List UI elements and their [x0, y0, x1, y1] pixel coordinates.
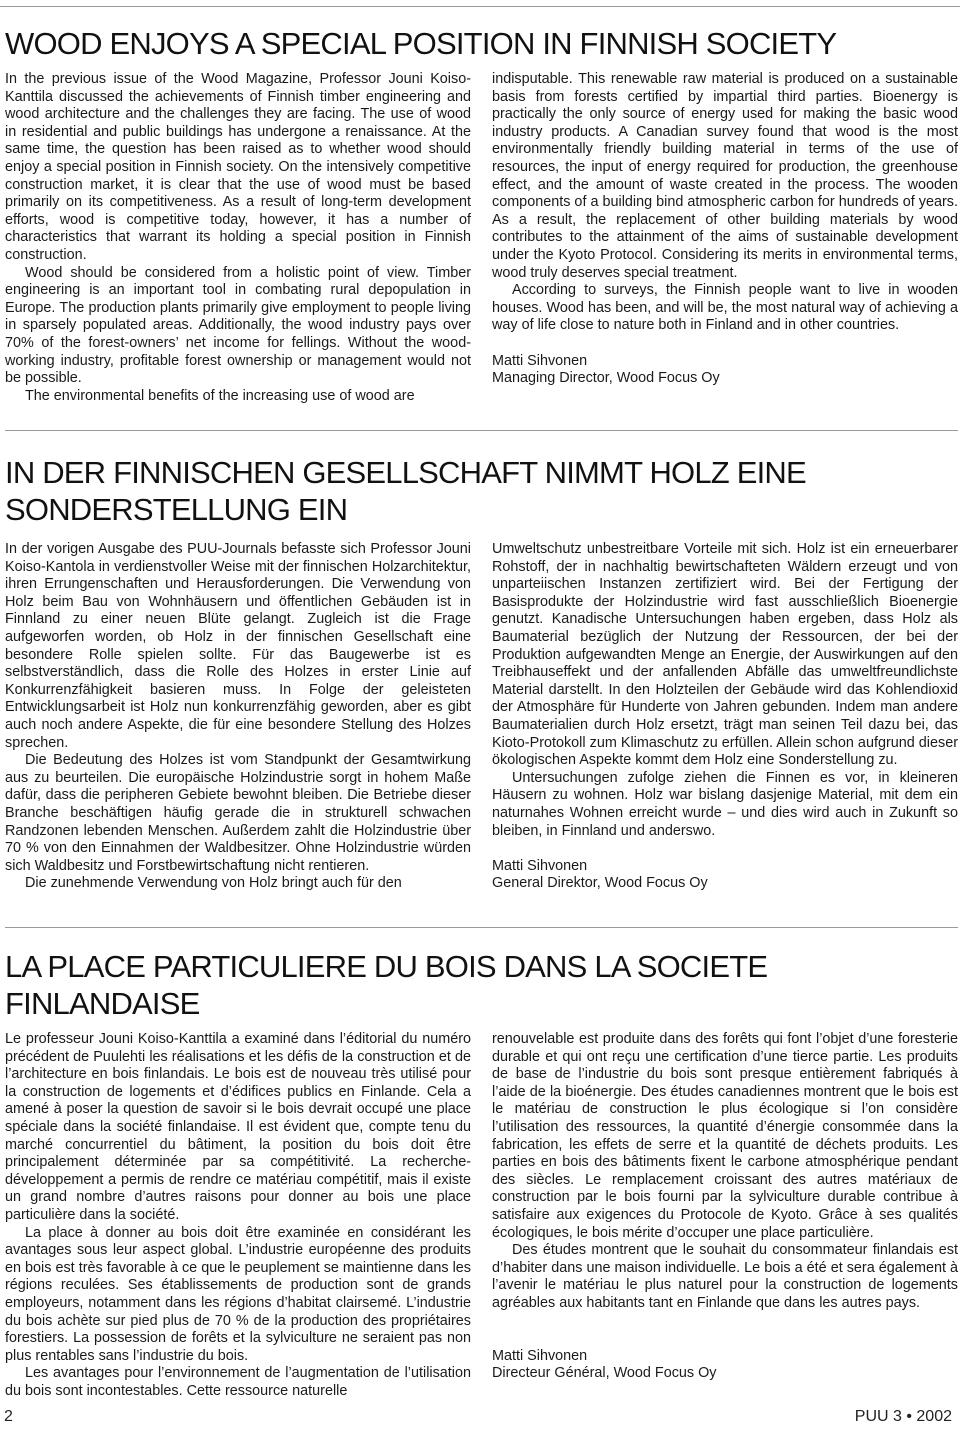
german-paragraph: Die zunehmende Verwendung von Holz bringt auch für den [25, 875, 402, 892]
german-article [5, 454, 958, 892]
issue-label: PUU 3 • 2002 [854, 1408, 952, 1425]
english-paragraph: Wood should be considered from a holistic point of view. Timber engineering is an important tool in combating rural depopulation in Europe. The production plants primarily give employment to people living in sparsely populated areas. Additionally, the wood industry pays over 70% of the forest-owners’ net income for fellings. Without the wood-working industry, profitable forest ownership or management would not be possible. [5, 264, 471, 387]
german-paragraph: In der vorigen Ausgabe des PUU-Journals befasste sich Professor Jouni Koiso-Kantola in verdienstvoller Weise mit der finnischen Holzarchitektur, ihren Errungenschaften und Herausforderungen. Die Verwendung von Holz beim Bau von Wohnhäusern und öffentlichen Gebäuden ist in Finnland zu einer neuen Blüte gelangt. Zugleich ist die Frage aufgeworfen worden, ob Holz in der finnischen Gesellschaft eine besondere Rolle spielen sollte. Für das Baugewerbe ist es selbstverständlich, dass die Rolle des Holzes in erster Linie auf Konkurrenzfähigkeit basieren muss. In Folge der geleisteten Entwicklungsarbeit ist Holz nun konkurrenzfähig geworden, aber es gibt auch noch andere Aspekte, die für eine besondere Stellung des Holzes sprechen. [5, 541, 471, 751]
signature-name: Matti Sihvonen [492, 857, 588, 874]
french-paragraph: Des études montrent que le souhait du consommateur finlandais est d’habiter dans une maison individuelle. Le bois a été et sera également à l’avenir le matériau le plus naturel pour la construction de logements agréables aux habitants tant en Finlande que dans les autres pays. [492, 1242, 958, 1311]
french-paragraph: Le professeur Jouni Koiso-Kanttila a examiné dans l’éditorial du numéro précédent de Puulehti les réalisations et les défis de la construction et de l’architecture en bois finlandais. Le bois est de nouveau très utilisé pour la construction de logements et d’édifices publics en Finlande. Cela a amené à poser la question de savoir si le bois devrait occupé une place spéciale dans la société finlandaise. Il est évident que, compte tenu du marché concurrentiel du bâtiment, la position du bois doit être principalement déterminée par sa compétitivité. La recherche-développement a permis de rendre ce matériau compétitif, mais il existe un grand nombre d’autres raisons pour donner au bois une place particulière dans la société. [5, 1031, 471, 1223]
english-title: WOOD ENJOYS A SPECIAL POSITION IN FINNISH SOCIETY [5, 26, 837, 61]
english-paragraph: indisputable. This renewable raw material is produced on a sustainable basis from forests certified by impartial third parties. Bioenergy is practically the only source of energy used for making the basic wood industry products. A Canadian survey found that wood is the most environmentally friendly building material in terms of the use of resources, the input of energy required for production, the greenhouse effect, and the amount of waste created in the process. The wooden components of a building bind atmospheric carbon for hundreds of years. As a result, the replacement of other building materials by wood contributes to the attainment of the aims of sustainable development under the Kyoto Protocol. Considering its merits in environmental terms, wood truly deserves special treatment. [492, 71, 958, 281]
signature-title: Managing Director, Wood Focus Oy [492, 370, 720, 387]
english-paragraph: The environmental benefits of the increasing use of wood are [25, 387, 415, 404]
french-paragraph: Les avantages pour l’environnement de l’augmentation de l’utilisation du bois sont incontestables. Cette ressource naturelle [5, 1365, 471, 1399]
english-paragraph: According to surveys, the Finnish people want to live in wooden houses. Wood has been, and will be, the most natural way of achieving a way of life close to nature both in Finland and in other countries. [492, 282, 958, 334]
french-article [5, 948, 958, 1399]
signature-name: Matti Sihvonen [492, 1347, 588, 1364]
german-paragraph: Umweltschutz unbestreitbare Vorteile mit sich. Holz ist ein erneuerbarer Rohstoff, der in nachhaltig bewirtschafteten Wäldern erzeugt und von unparteiischen Instanzen zertifiziert wird. Bei der Fertigung der Basisprodukte der Holzindustrie wird fast ausschließlich Bioenergie genutzt. Kanadische Untersuchungen haben ergeben, dass Holz als Baumaterial bezüglich der Nutzung der Ressourcen, der bei der Produktion aufgewandten Menge an Energie, der Auswirkungen auf den Treibhauseffekt und der anfallenden Abfälle das umweltfreundlichste Material darstellt. In den Holzteilen der Gebäude wird das Kohlendioxid der Atmosphäre für Hunderte von Jahren gebunden. Indem man andere Baumaterialien durch Holz ersetzt, trägt man seinen Teil dazu bei, das Kioto-Protokoll zum Klimaschutz zu erfüllen. Allein schon aufgrund dieser ökologischen Aspekte kommt dem Holz eine Sonderstellung zu. [492, 541, 958, 769]
english-right-column [492, 71, 958, 388]
french-left-column [5, 1031, 471, 1400]
top-rule [0, 6, 960, 7]
page-number: 2 [4, 1408, 13, 1425]
french-title: LA PLACE PARTICULIERE DU BOIS DANS LA SOCIETE FINLANDAISE [5, 949, 768, 1021]
german-title-line: IN DER FINNISCHEN GESELLSCHAFT NIMMT HOLZ EINE [5, 455, 806, 490]
section-divider [5, 430, 958, 431]
signature-name: Matti Sihvonen [492, 352, 588, 369]
english-paragraph: In the previous issue of the Wood Magazine, Professor Jouni Koiso-Kanttila discussed the achievements of Finnish timber engineering and wood architecture and the challenges they are facing. The use of wood in residential and public buildings has undergone a renaissance. At the same time, the question has been raised as to whether wood should enjoy a special position in Finnish society. On the intensively competitive construction market, it is clear that the use of wood must be based primarily on its competitiveness. As a result of long-term development efforts, wood is competitive today, however, it has a number of characteristics that warrant its holding a special position in Finnish construction. [5, 71, 471, 263]
english-article [5, 25, 958, 404]
section-divider [5, 927, 958, 928]
german-title [5, 454, 955, 528]
german-paragraph: Die Bedeutung des Holzes ist vom Standpunkt der Gesamtwirkung aus zu beurteilen. Die europäische Holzindustrie sorgt in hohem Maße dafür, dass die peripheren Gebiete bewohnt bleiben. Die Betriebe dieser Branche beschäftigen häufig gerade die in strukturell schwachen Randzonen lebenden Menschen. Außerdem zahlt die Holzindustrie über 70 % von den Einnahmen der Waldbesitzer. Ohne Holzindustrie würden sich Waldbesitz und Forstbewirtschaftung nicht rentieren. [5, 752, 471, 874]
german-right-column [492, 541, 958, 893]
german-title-line: SONDERSTELLUNG EIN [5, 492, 348, 527]
english-left-column [5, 71, 471, 405]
french-paragraph: renouvelable est produite dans des forêts qui font l’objet d’une foresterie durable et qui ont reçu une certification d’une tierce partie. Les produits de base de l’industrie du bois sont presque entièrement fabriqués à l’aide de la bioénergie. Des études canadiennes montrent que le bois est le matériau de construction le plus écologique si l’on considère l’utilisation des ressources, la quantité d’énergie consommée dans la fabrication, les effets de serre et la quantité de déchets produits. Les parties en bois des bâtiments fixent le carbone atmosphérique pendant des siècles. Le remplacement croissant des autres matériaux de construction par le bois fourni par la sylviculture durable contribue à satisfaire aux exigences du Protocole de Kyoto. Grâce à ses qualités écologiques, le bois mérite d’occuper une place particulière. [492, 1031, 958, 1241]
signature-title: Directeur Général, Wood Focus Oy [492, 1365, 717, 1382]
french-right-column [492, 1031, 958, 1383]
signature-title: General Direktor, Wood Focus Oy [492, 875, 708, 892]
german-paragraph: Untersuchungen zufolge ziehen die Finnen es vor, in kleineren Häusern zu wohnen. Holz war bislang dasjenige Material, mit dem ein naturnahes Wohnen erreicht wurde – und dies wird auch in Zukunft so bleiben, in Finnland und anderswo. [492, 769, 958, 839]
german-left-column [5, 541, 471, 893]
french-paragraph: La place à donner au bois doit être examinée en considérant les avantages sous leur aspect global. L’industrie européenne des produits en bois est très favorable à ce que le peuplement se maintienne dans les régions reculées. Ses établissements de production sont de grands employeurs, notamment dans les régions d’habitat clairsemé. L’industrie du bois achète sur pied plus de 70 % de la production des propriétaires forestiers. La possession de forêts et la sylviculture ne seraient pas non plus rentables sans l’industrie du bois. [5, 1224, 471, 1364]
